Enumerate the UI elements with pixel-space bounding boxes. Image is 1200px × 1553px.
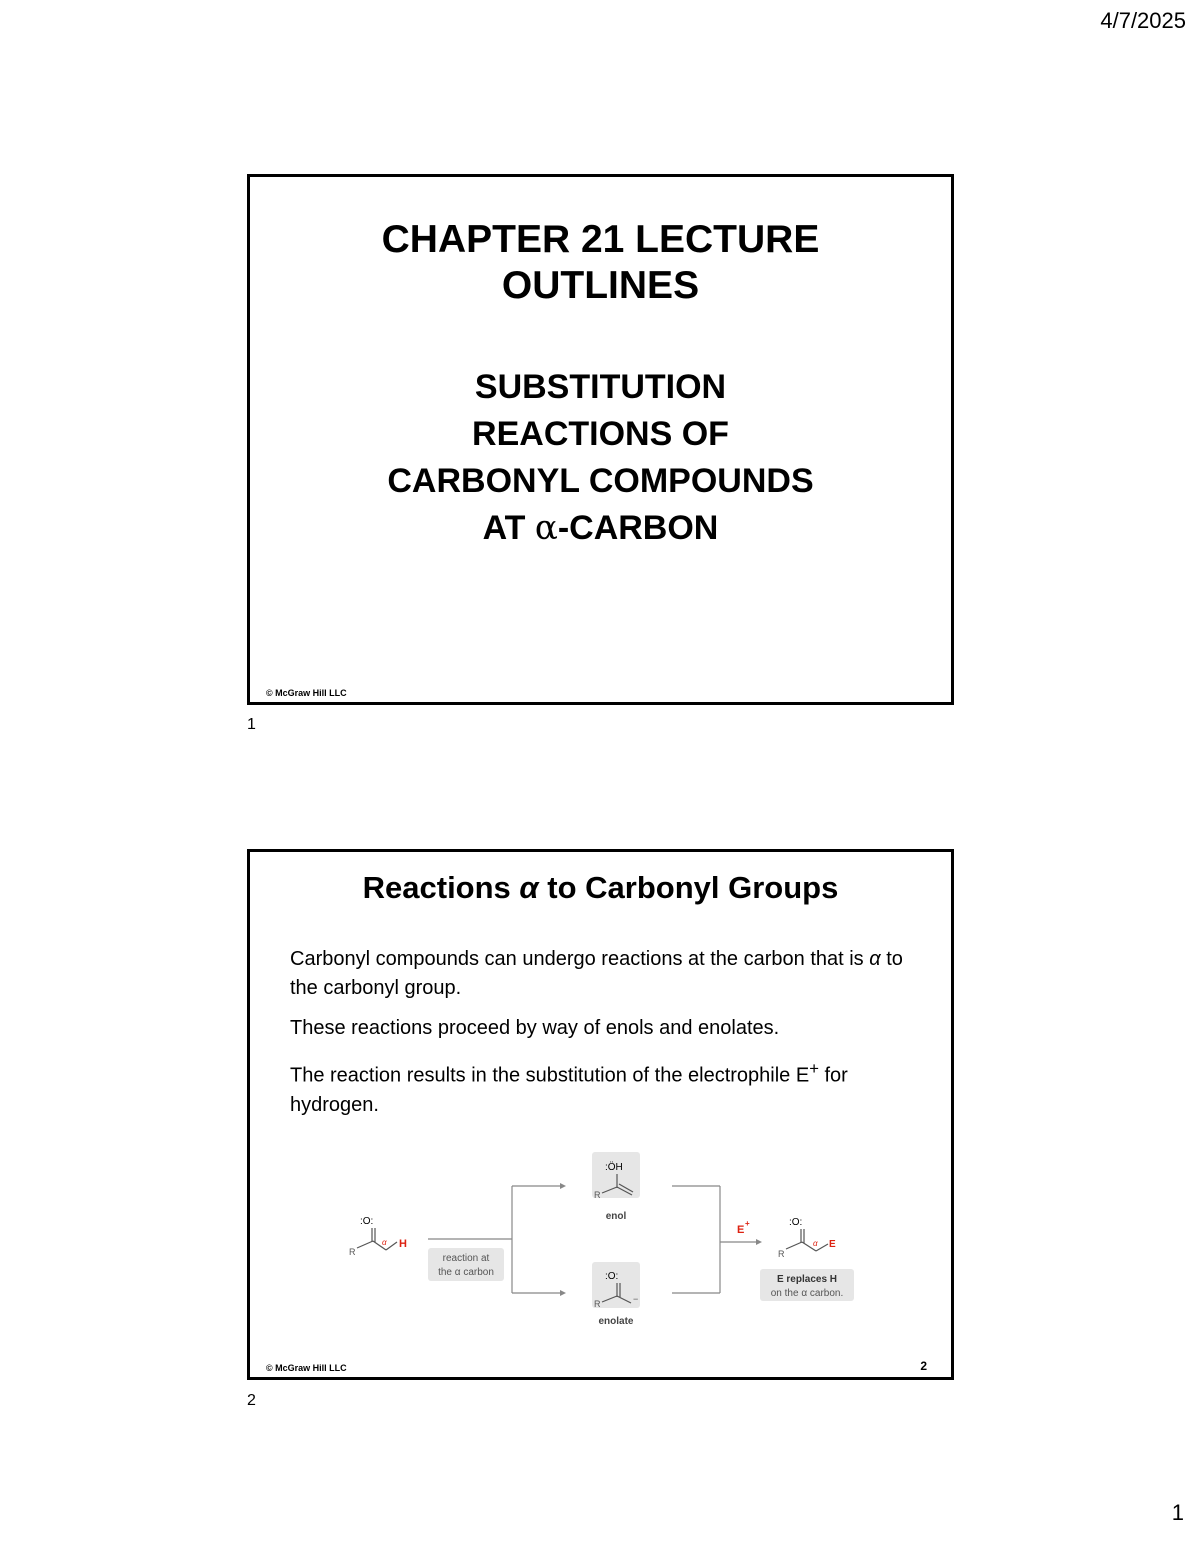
subtitle-line-last (250, 505, 951, 552)
hydrogen-label: H (399, 1238, 407, 1250)
title-line: OUTLINES (501, 264, 700, 307)
text: to the carbonyl group. (290, 948, 903, 999)
alpha-symbol: α (869, 948, 881, 970)
oxygen-label: :O: (605, 1271, 619, 1282)
slide-index-1: 1 (247, 716, 256, 733)
subtitle-line: SUBSTITUTION (474, 368, 727, 406)
text: Carbonyl compounds can undergo reactions at the carbon that is (290, 948, 870, 970)
subtitle-line: CARBONYL COMPOUNDS (387, 462, 814, 500)
enol-label: enol (605, 1211, 627, 1222)
subtitle-line: REACTIONS OF (472, 415, 729, 453)
starting-carbonyl (349, 1216, 407, 1257)
box-line: reaction at (442, 1253, 490, 1264)
copyright: © McGraw Hill LLC (266, 1363, 347, 1373)
copyright: © McGraw Hill LLC (266, 688, 347, 698)
paragraph: These reactions proceed by way of enols and enolates. (290, 1017, 780, 1039)
oxygen-label: :O: (360, 1216, 374, 1227)
print-date: 4/7/2025 (1100, 8, 1186, 33)
r-group: R (778, 1249, 785, 1259)
product-structure (778, 1217, 836, 1259)
superscript: + (809, 1059, 819, 1078)
box-line: on the α carbon. (770, 1288, 844, 1299)
enolate-label: enolate (598, 1316, 634, 1327)
electrophile-charge: + (745, 1219, 750, 1228)
page-number: 1 (1171, 1500, 1184, 1525)
text: for hydrogen. (290, 1064, 848, 1116)
electrophile-label: E (829, 1239, 836, 1250)
bond (357, 1241, 373, 1248)
slide-index-2: 2 (247, 1392, 256, 1409)
bond (386, 1242, 397, 1250)
product-note-box (760, 1269, 854, 1301)
slide-number: 2 (920, 1359, 927, 1373)
bond (816, 1244, 828, 1251)
arrowhead (560, 1290, 566, 1296)
title-line: CHAPTER 21 LECTURE (381, 218, 820, 261)
subtitle-prefix: AT (482, 509, 535, 547)
enol-structure (592, 1152, 640, 1222)
r-group: R (594, 1190, 601, 1200)
box-line: E replaces H (776, 1274, 838, 1285)
arrowhead (560, 1183, 566, 1189)
slide-2 (247, 849, 954, 1380)
r-group: R (349, 1247, 356, 1257)
alpha-marker: α (813, 1239, 818, 1248)
oxygen-label: :O: (789, 1217, 803, 1228)
title-suffix: to Carbonyl Groups (538, 870, 839, 905)
r-group: R (594, 1299, 601, 1309)
slide-1 (247, 174, 954, 705)
box-line: the α carbon (438, 1267, 494, 1278)
oxygen-label: :ÖH (605, 1162, 623, 1173)
alpha-marker: α (382, 1238, 387, 1247)
alpha-symbol: α (519, 870, 539, 905)
bond (786, 1242, 802, 1249)
reaction-condition-box (428, 1248, 504, 1281)
text: The reaction results in the substitution of the electrophile E (290, 1064, 810, 1087)
arrowhead (756, 1239, 762, 1245)
reaction-diagram (250, 852, 951, 1377)
enolate-structure (592, 1262, 640, 1327)
slide-1-subtitle (250, 364, 951, 552)
electrophile-label: E (737, 1224, 745, 1236)
subtitle-suffix: -CARBON (557, 509, 719, 547)
slide-1-title (250, 217, 951, 309)
alpha-symbol: α (534, 508, 558, 548)
title-prefix: Reactions (362, 870, 520, 905)
charge: − (633, 1294, 639, 1304)
